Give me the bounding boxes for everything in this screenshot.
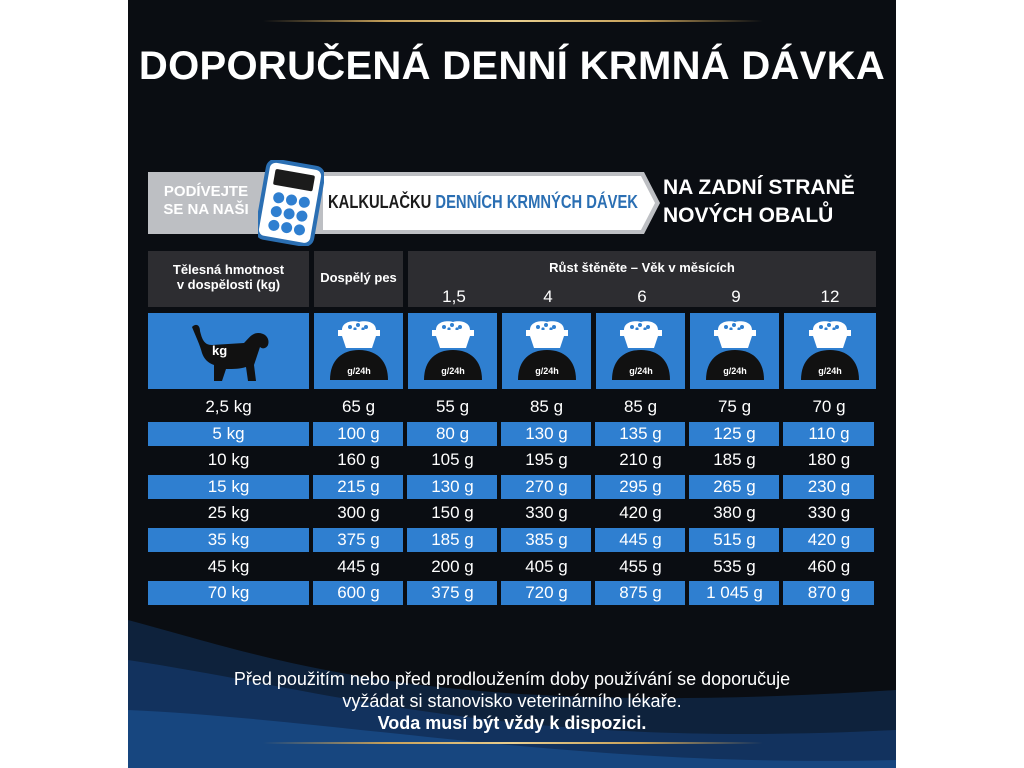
table-row <box>148 448 874 472</box>
bowl-unit-label: g/24h <box>628 366 653 376</box>
cell-m12: 330 g <box>807 503 851 523</box>
bowl-tile-1-5 <box>408 313 497 389</box>
footer-line2: vyžádat si stanovisko veterinárního lékaře. <box>342 691 682 711</box>
cell-m1: 185 g <box>431 530 474 549</box>
dog-tile <box>148 313 309 389</box>
food-bowl-icon <box>328 318 390 382</box>
header-puppy-label: Růst štěněte – Věk v měsících <box>549 260 735 275</box>
bowl-tile-4 <box>502 313 591 389</box>
table-row <box>148 501 874 525</box>
dog-unit-label: kg <box>212 343 228 358</box>
cell-m1: 130 g <box>431 476 474 496</box>
bowl-tile-adult <box>314 313 403 389</box>
cell-weight: 70 kg <box>207 583 250 603</box>
header-weight-line1: Tělesná hmotnost <box>172 262 285 277</box>
header-weight <box>148 251 309 307</box>
cell-m4: 85 g <box>529 397 564 416</box>
cell-m4: 195 g <box>525 450 568 470</box>
cell-m12: 110 g <box>808 423 850 443</box>
banner-look-line2: SE NA NAŠI <box>163 201 249 218</box>
cell-m9: 515 g <box>713 530 756 549</box>
dog-icon <box>182 319 274 385</box>
cell-m9: 265 g <box>713 476 756 496</box>
cell-weight: 25 kg <box>207 503 250 523</box>
column-separator <box>403 418 407 606</box>
bowl-unit-label: g/24h <box>534 366 559 376</box>
table-row <box>148 555 874 579</box>
bowl-tile-9 <box>690 313 779 389</box>
bowl-unit-label: g/24h <box>722 366 747 376</box>
cell-m9: 380 g <box>713 503 756 523</box>
cell-m12: 460 g <box>807 556 851 576</box>
food-bowl-icon <box>516 318 578 382</box>
cell-m6: 295 g <box>619 476 662 496</box>
cell-weight: 2,5 kg <box>205 397 252 416</box>
bowl-tile-12 <box>784 313 876 389</box>
cell-m4: 130 g <box>525 423 568 443</box>
cell-m9: 185 g <box>713 450 756 470</box>
cell-m9: 1 045 g <box>706 583 763 603</box>
cell-weight: 35 kg <box>207 530 250 549</box>
bowl-unit-label: g/24h <box>346 366 371 376</box>
cell-adult: 215 g <box>337 476 380 496</box>
cell-m6: 875 g <box>619 583 662 603</box>
cell-weight: 10 kg <box>207 450 250 470</box>
cell-m9: 75 g <box>717 397 752 416</box>
header-adult-label: Dospělý pes <box>320 270 397 285</box>
banner-calc-word: KALKULAČKU <box>328 192 432 212</box>
food-bowl-icon <box>704 318 766 382</box>
column-separator <box>497 418 501 606</box>
column-separator <box>591 418 595 606</box>
cell-m6: 445 g <box>619 530 662 549</box>
cell-m1: 105 g <box>431 450 474 470</box>
cell-m1: 375 g <box>431 583 474 603</box>
cell-m4: 405 g <box>525 556 568 576</box>
cell-m12: 180 g <box>807 450 851 470</box>
header-month-4: 4 <box>543 287 553 306</box>
gold-line-bottom <box>263 742 763 744</box>
cell-m1: 80 g <box>435 423 470 443</box>
banner-back-line2: NOVÝCH OBALŮ <box>663 204 834 227</box>
cell-adult: 300 g <box>337 503 380 523</box>
table-row <box>148 528 874 552</box>
cell-m9: 535 g <box>713 556 756 576</box>
banner-calc-rest: DENNÍCH KRMNÝCH DÁVEK <box>435 192 638 212</box>
bowl-unit-label: g/24h <box>818 366 842 376</box>
bowl-tile-6 <box>596 313 685 389</box>
header-month-6: 6 <box>637 287 647 306</box>
header-adult <box>314 251 403 307</box>
cell-adult: 375 g <box>337 530 380 549</box>
infographic-panel <box>128 0 896 768</box>
banner-back-text <box>663 174 893 230</box>
cell-m4: 720 g <box>525 583 568 603</box>
cell-m6: 135 g <box>619 423 662 443</box>
cell-weight: 15 kg <box>207 476 250 496</box>
cell-m6: 420 g <box>619 503 662 523</box>
cell-m9: 125 g <box>713 423 756 443</box>
table-row <box>148 581 874 605</box>
cell-m6: 210 g <box>619 450 662 470</box>
cell-m12: 70 g <box>812 397 846 416</box>
cell-m12: 230 g <box>807 476 851 496</box>
cell-m6: 455 g <box>619 556 662 576</box>
cell-weight: 45 kg <box>207 556 250 576</box>
food-bowl-icon <box>422 318 484 382</box>
header-month-1-5: 1,5 <box>442 287 466 306</box>
header-month-12: 12 <box>820 287 840 306</box>
table-row <box>148 395 874 419</box>
cell-m4: 270 g <box>525 476 568 496</box>
cell-m4: 385 g <box>525 530 568 549</box>
footer-line1: Před použitím nebo před prodloužením doby používání se doporučuje <box>233 669 791 689</box>
cell-adult: 65 g <box>341 397 376 416</box>
banner-back-line1: NA ZADNÍ STRANĚ <box>663 176 855 199</box>
cell-m1: 150 g <box>431 503 474 523</box>
cell-adult: 445 g <box>337 556 380 576</box>
cell-adult: 160 g <box>337 450 380 470</box>
column-separator <box>779 418 783 606</box>
page-title: DOPORUČENÁ DENNÍ KRMNÁ DÁVKA <box>138 44 886 88</box>
calculator-icon <box>258 160 324 246</box>
cell-m1: 200 g <box>431 556 474 576</box>
cell-adult: 100 g <box>337 423 380 443</box>
gold-line-top <box>263 20 763 22</box>
footer-note <box>168 668 856 734</box>
cell-m12: 420 g <box>807 530 851 549</box>
column-separator <box>685 418 689 606</box>
table-row <box>148 422 874 446</box>
cell-m12: 870 g <box>807 583 851 603</box>
banner-look-text <box>148 183 264 219</box>
food-bowl-icon <box>610 318 672 382</box>
banner-calculator-label <box>328 192 638 213</box>
column-separator <box>309 418 313 606</box>
banner-look-line1: PODÍVEJTE <box>163 183 249 200</box>
cell-m4: 330 g <box>525 503 568 523</box>
food-bowl-icon <box>799 318 861 382</box>
header-weight-line2: v dospělosti (kg) <box>176 277 281 292</box>
cell-m1: 55 g <box>435 397 470 416</box>
cell-m6: 85 g <box>623 397 658 416</box>
footer-water-note: Voda musí být vždy k dispozici. <box>377 713 647 733</box>
header-month-9: 9 <box>731 287 741 306</box>
cell-weight: 5 kg <box>212 423 245 443</box>
cell-adult: 600 g <box>337 583 380 603</box>
table-row <box>148 475 874 499</box>
bowl-unit-label: g/24h <box>440 366 465 376</box>
